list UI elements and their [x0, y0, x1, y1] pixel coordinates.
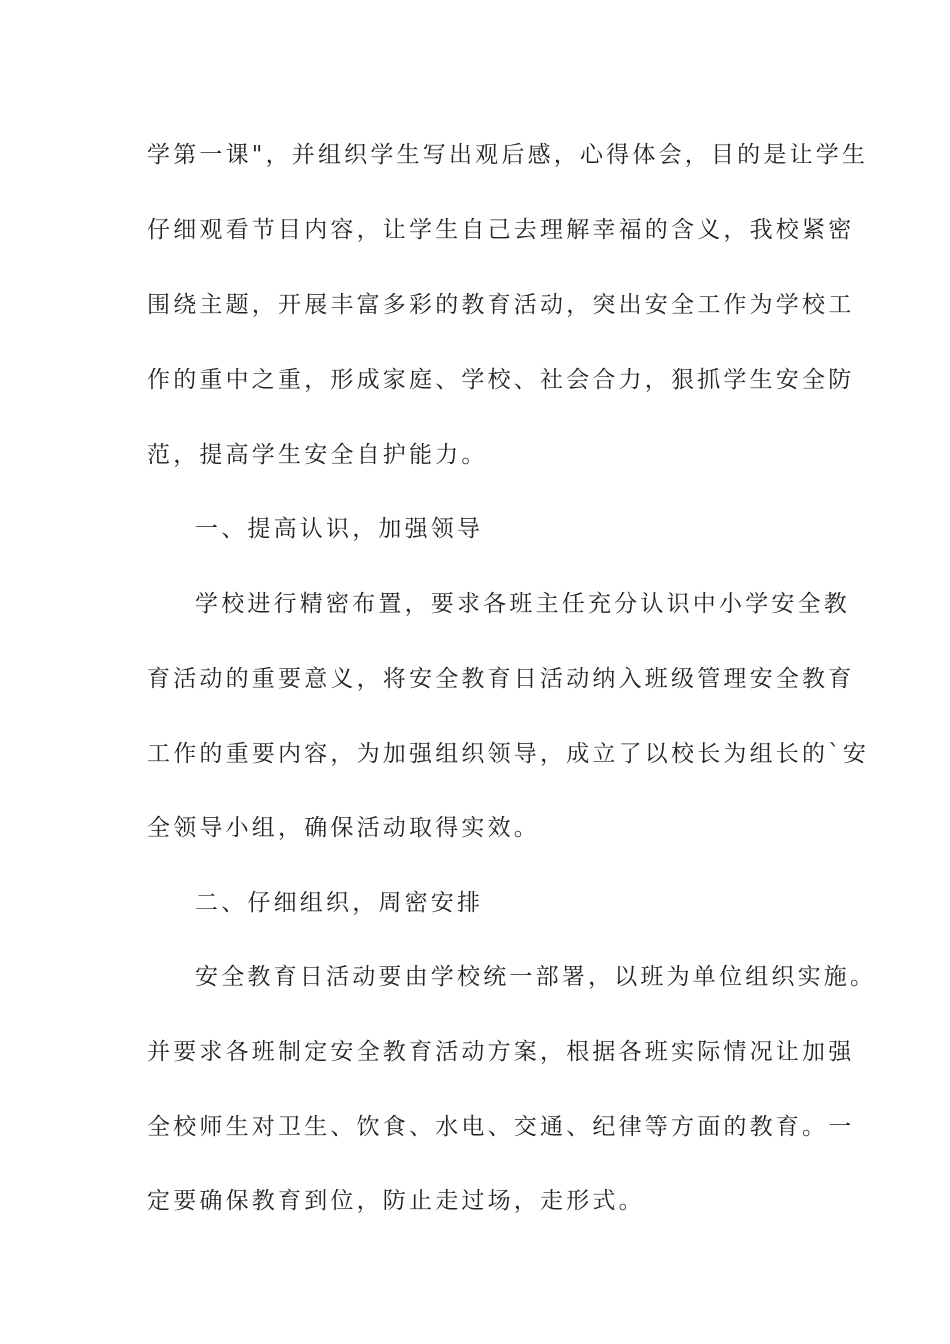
text-line: 作的重中之重，形成家庭、学校、社会合力，狠抓学生安全防 — [147, 367, 855, 393]
paragraph-first-line: 学校进行精密布置，要求各班主任充分认识中小学安全教 — [195, 591, 850, 617]
section-heading: 一、提高认识，加强领导 — [195, 516, 484, 542]
text-line: 全领导小组，确保活动取得实效。 — [147, 815, 540, 841]
text-line: 仔细观看节目内容，让学生自己去理解幸福的含义，我校紧密 — [147, 217, 855, 243]
text-line: 范，提高学生安全自护能力。 — [147, 442, 488, 468]
section-heading: 二、仔细组织，周密安排 — [195, 890, 484, 916]
text-line: 工作的重要内容，为加强组织领导，成立了以校长为组长的`安 — [147, 741, 870, 767]
text-line: 全校师生对卫生、饮食、水电、交通、纪律等方面的教育。一 — [147, 1114, 855, 1140]
paragraph-first-line: 安全教育日活动要由学校统一部署，以班为单位组织实施。 — [195, 964, 877, 990]
text-line: 育活动的重要意义，将安全教育日活动纳入班级管理安全教育 — [147, 666, 855, 692]
text-line: 定要确保教育到位，防止走过场，走形式。 — [147, 1188, 645, 1214]
text-line: 学第一课"，并组织学生写出观后感，心得体会，目的是让学生 — [147, 142, 869, 168]
text-line: 并要求各班制定安全教育活动方案，根据各班实际情况让加强 — [147, 1039, 855, 1065]
text-line: 围绕主题，开展丰富多彩的教育活动，突出安全工作为学校工 — [147, 292, 855, 318]
